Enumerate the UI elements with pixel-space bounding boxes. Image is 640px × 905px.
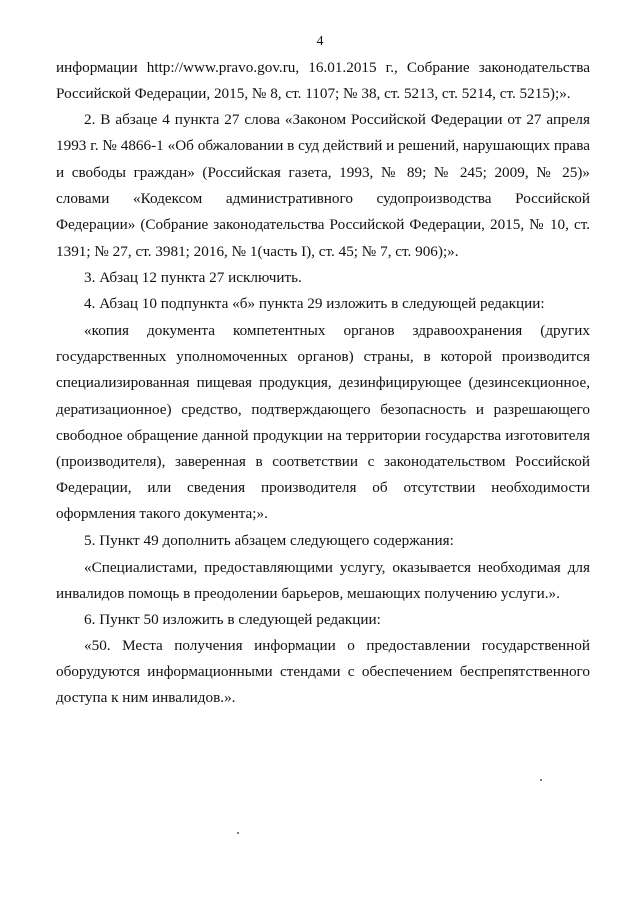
text-line-23: «50. Места получения информации о предоставлении государственной [84,637,590,654]
text-line-11: «копия документа компетентных органов здравоохранения (других [84,322,590,339]
text-line-9: 3. Абзац 12 пункта 27 исключить. [84,269,302,286]
text-line-2: Российской Федерации, 2015, № 8, ст. 1107; № 38, ст. 5213, ст. 5214, ст. 5215);». [56,85,571,102]
text-line-16: (производителя), заверенная в соответствии с законодательством Российской [56,453,590,470]
text-line-20: «Специалистами, предоставляющими услугу, оказывается необходимая для [84,559,590,576]
page-number: 4 [316,34,324,49]
text-line-3: 2. В абзаце 4 пункта 27 слова «Законом Российской Федерации от 27 апреля [84,111,590,128]
text-line-6: словами «Кодексом административного судопроизводства Российской [56,190,590,207]
text-line-14: дератизационное) средство, подтверждающего безопасность и разрешающего [56,401,590,418]
text-line-7: Федерации» (Собрание законодательства Российской Федерации, 2015, № 10, ст. [56,216,590,233]
scan-speck [540,779,542,781]
text-line-25: доступа к ним инвалидов.». [56,689,236,706]
text-line-18: оформления такого документа;». [56,505,268,522]
text-line-13: специализированная пищевая продукция, дезинфицирующее (дезинсекционное, [56,374,590,391]
text-line-21: инвалидов помощь в преодолении барьеров, мешающих получению услуги.». [56,585,560,602]
scan-speck [237,832,239,834]
text-line-19: 5. Пункт 49 дополнить абзацем следующего содержания: [84,532,454,549]
text-line-8: 1391; № 27, ст. 3981; 2016, № 1(часть I), ст. 45; № 7, ст. 906);». [56,243,459,260]
text-line-1: информации http://www.pravo.gov.ru, 16.01.2015 г., Собрание законодательства [56,59,590,76]
text-line-17: Федерации, или сведения производителя об отсутствии необходимости [56,479,590,496]
text-line-10: 4. Абзац 10 подпункта «б» пункта 29 изложить в следующей редакции: [84,295,545,312]
text-line-5: и свободы граждан» (Российская газета, 1993, № 89; № 245; 2009, № 25)» [56,164,590,181]
text-line-12: государственных уполномоченных органов) страны, в которой производится [56,348,590,365]
text-line-4: 1993 г. № 4866-1 «Об обжаловании в суд действий и решений, нарушающих права [56,137,590,154]
text-line-24: оборудуются информационными стендами с обеспечением беспрепятственного [56,663,590,680]
text-line-22: 6. Пункт 50 изложить в следующей редакции: [84,611,381,628]
text-line-15: свободное обращение данной продукции на территории государства изготовителя [56,427,590,444]
